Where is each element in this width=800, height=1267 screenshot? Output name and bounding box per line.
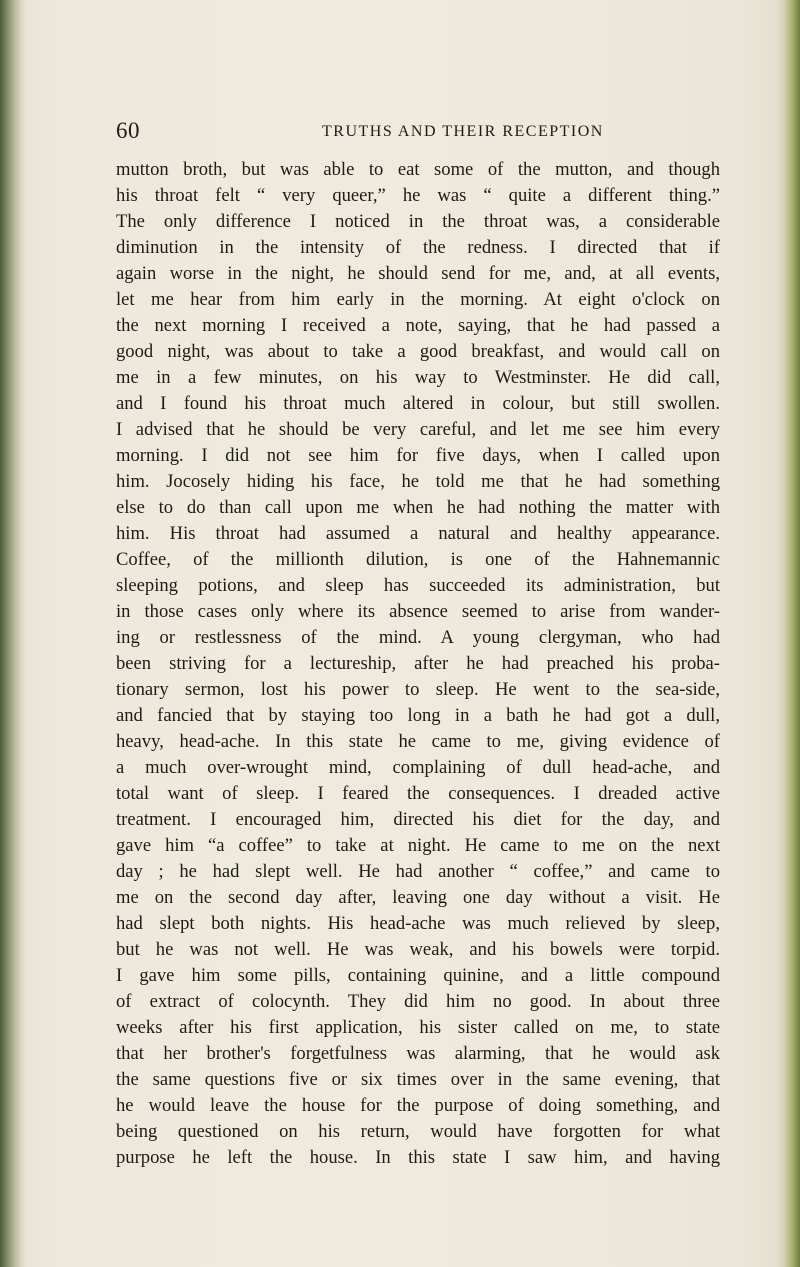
text-line: The only difference I noticed in the throat was, a considerable xyxy=(116,211,720,232)
text-line: been striving for a lectureship, after he had preached his proba- xyxy=(116,653,720,674)
text-line: in those cases only where its absence seemed to arise from wander- xyxy=(116,601,720,622)
text-line: purpose he left the house. In this state I saw him, and having xyxy=(116,1147,720,1168)
text-line: good night, was about to take a good breakfast, and would call on xyxy=(116,341,720,362)
text-line: I advised that he should be very careful, and let me see him every xyxy=(116,419,720,440)
page-spine-shadow xyxy=(0,0,26,1267)
text-line: I gave him some pills, containing quinine, and a little compound xyxy=(116,965,720,986)
text-line: and fancied that by staying too long in a bath he had got a dull, xyxy=(116,705,720,726)
text-line: day ; he had slept well. He had another “ coffee,” and came to xyxy=(116,861,720,882)
text-line: being questioned on his return, would have forgotten for what xyxy=(116,1121,720,1142)
text-line: else to do than call upon me when he had nothing the matter with xyxy=(116,497,720,518)
text-line: treatment. I encouraged him, directed his diet for the day, and xyxy=(116,809,720,830)
text-line: the same questions five or six times over in the same evening, that xyxy=(116,1069,720,1090)
text-line: weeks after his first application, his sister called on me, to state xyxy=(116,1017,720,1038)
text-line: but he was not well. He was weak, and his bowels were torpid. xyxy=(116,939,720,960)
text-line: the next morning I received a note, saying, that he had passed a xyxy=(116,315,720,336)
page-header xyxy=(116,118,716,146)
text-line: of extract of colocynth. They did him no good. In about three xyxy=(116,991,720,1012)
text-line: had slept both nights. His head-ache was much relieved by sleep, xyxy=(116,913,720,934)
running-head: TRUTHS AND THEIR RECEPTION xyxy=(322,123,604,140)
text-line: diminution in the intensity of the redness. I directed that if xyxy=(116,237,720,258)
page-edge-stain xyxy=(776,0,800,1267)
text-line: ing or restlessness of the mind. A young clergyman, who had xyxy=(116,627,720,648)
text-line: tionary sermon, lost his power to sleep. He went to the sea-side, xyxy=(116,679,720,700)
text-line: again worse in the night, he should send for me, and, at all events, xyxy=(116,263,720,284)
text-line: him. Jocosely hiding his face, he told me that he had something xyxy=(116,471,720,492)
text-line: total want of sleep. I feared the consequences. I dreaded active xyxy=(116,783,720,804)
text-line: heavy, head-ache. In this state he came to me, giving evidence of xyxy=(116,731,720,752)
text-line: that her brother's forgetfulness was alarming, that he would ask xyxy=(116,1043,720,1064)
page-number: 60 xyxy=(116,118,140,143)
text-line: Coffee, of the millionth dilution, is one of the Hahnemannic xyxy=(116,549,720,570)
text-line: gave him “a coffee” to take at night. He came to me on the next xyxy=(116,835,720,856)
text-line: a much over-wrought mind, complaining of dull head-ache, and xyxy=(116,757,720,778)
text-line: morning. I did not see him for five days, when I called upon xyxy=(116,445,720,466)
text-line: mutton broth, but was able to eat some of the mutton, and though xyxy=(116,159,720,180)
text-line: me in a few minutes, on his way to Westminster. He did call, xyxy=(116,367,720,388)
text-line: he would leave the house for the purpose of doing something, and xyxy=(116,1095,720,1116)
text-line: me on the second day after, leaving one day without a visit. He xyxy=(116,887,720,908)
text-line: and I found his throat much altered in colour, but still swollen. xyxy=(116,393,720,414)
text-line: him. His throat had assumed a natural and healthy appearance. xyxy=(116,523,720,544)
body-text xyxy=(116,157,720,1171)
text-line: his throat felt “ very queer,” he was “ quite a different thing.” xyxy=(116,185,720,206)
text-line: let me hear from him early in the morning. At eight o'clock on xyxy=(116,289,720,310)
text-line: sleeping potions, and sleep has succeeded its administration, but xyxy=(116,575,720,596)
